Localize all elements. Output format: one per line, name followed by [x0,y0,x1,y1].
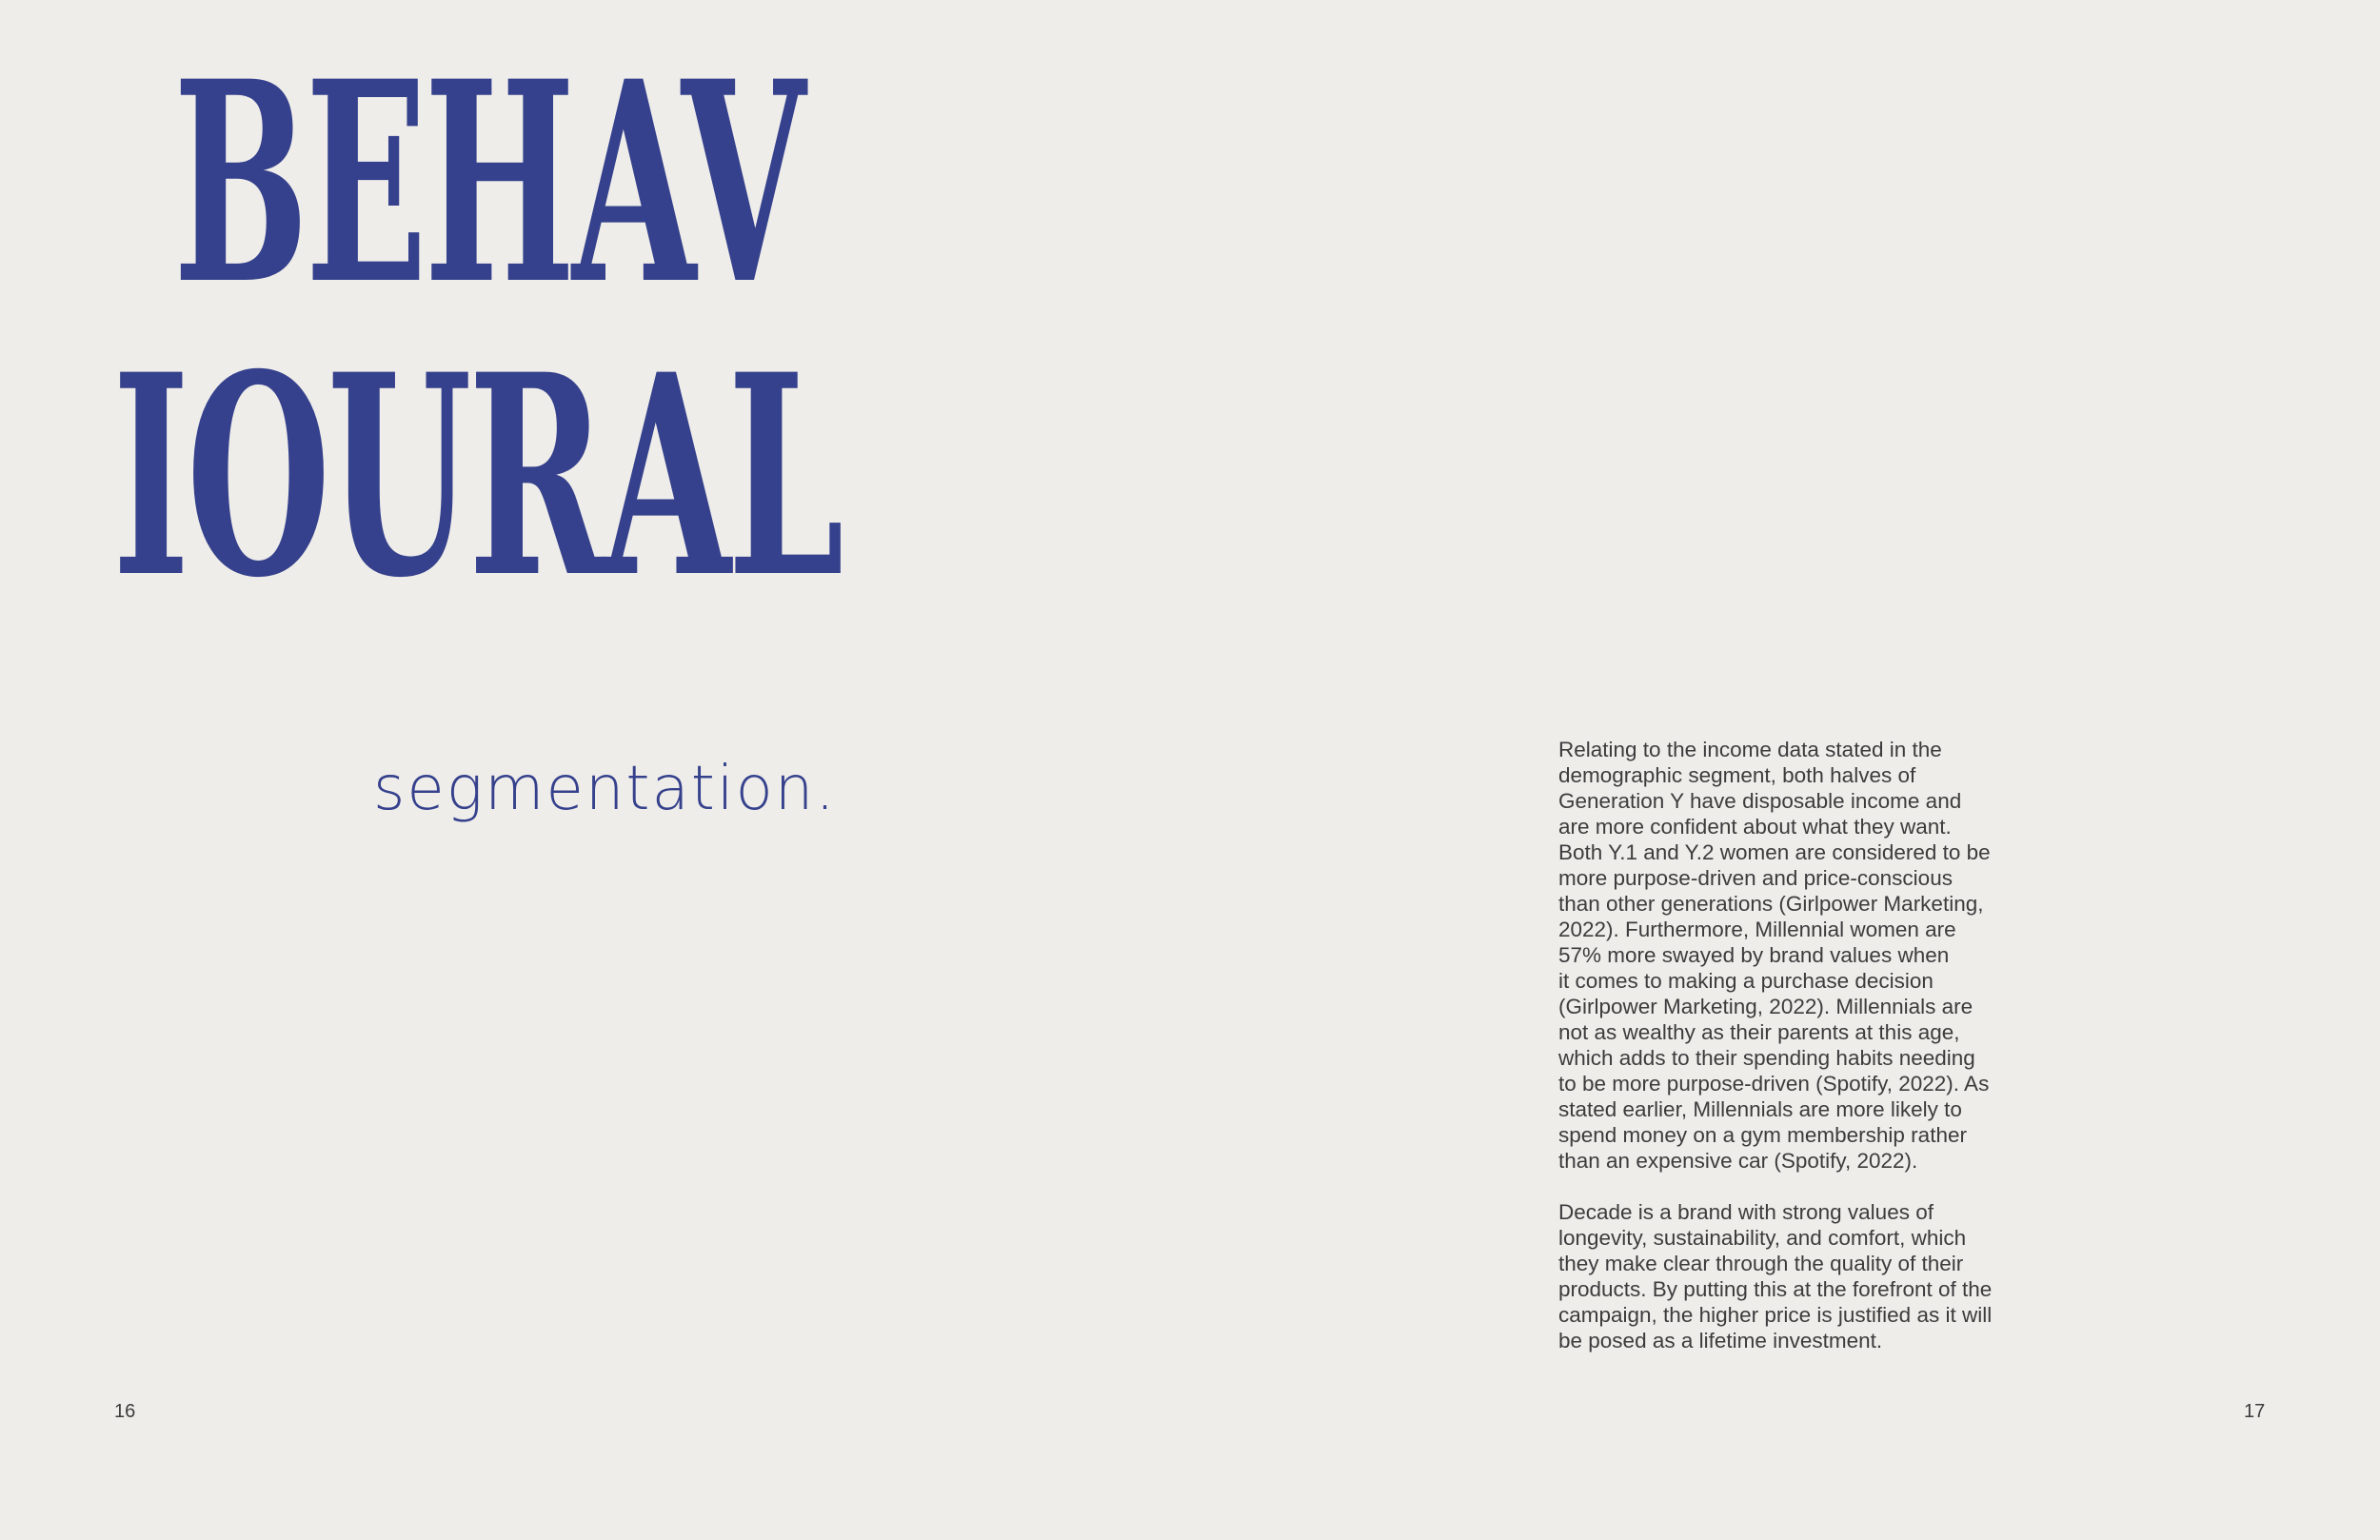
right-page [1190,0,2380,1540]
text-line: stated earlier, Millennials are more likely to [1558,1097,1962,1121]
text-line: to be more purpose-driven (Spotify, 2022). As [1558,1072,1990,1096]
text-line: spend money on a gym membership rather [1558,1123,1967,1147]
text-line: than an expensive car (Spotify, 2022). [1558,1149,1918,1173]
text-line: they make clear through the quality of their [1558,1252,1964,1275]
text-line: which adds to their spending habits needing [1558,1046,1975,1070]
paragraph-decade [1558,1199,2034,1353]
body-text [1558,737,2034,1379]
text-line: (Girlpower Marketing, 2022). Millennials are [1558,995,1973,1018]
text-line: campaign, the higher price is justified as it will [1558,1303,1993,1327]
text-line: than other generations (Girlpower Marketing, [1558,892,1984,916]
text-line: more purpose-driven and price-conscious [1558,866,1953,890]
text-line: not as wealthy as their parents at this age, [1558,1020,1960,1044]
text-line: 2022). Furthermore, Millennial women are [1558,918,1956,941]
text-line: Decade is a brand with strong values of [1558,1200,1934,1224]
text-line: are more confident about what they want. [1558,815,1952,839]
text-line: demographic segment, both halves of [1558,763,1916,787]
text-line: products. By putting this at the forefront of the [1558,1277,1993,1301]
text-line: it comes to making a purchase decision [1558,969,1934,993]
page-number-right: 17 [2244,1401,2266,1422]
headline-line-2: IOURAL [112,315,842,639]
text-line: longevity, sustainability, and comfort, which [1558,1226,1967,1250]
headline-line-1: BEHAV [173,22,803,346]
paragraph-income [1558,737,2034,1174]
text-line: Relating to the income data stated in the [1558,738,1942,761]
text-line: 57% more swayed by brand values when [1558,943,1950,967]
subtitle: segmentation. [373,754,837,824]
text-line: be posed as a lifetime investment. [1558,1329,1883,1352]
text-line: Both Y.1 and Y.2 women are considered to be [1558,840,1991,864]
text-line: Generation Y have disposable income and [1558,789,1962,813]
page-number-left: 16 [114,1401,136,1422]
